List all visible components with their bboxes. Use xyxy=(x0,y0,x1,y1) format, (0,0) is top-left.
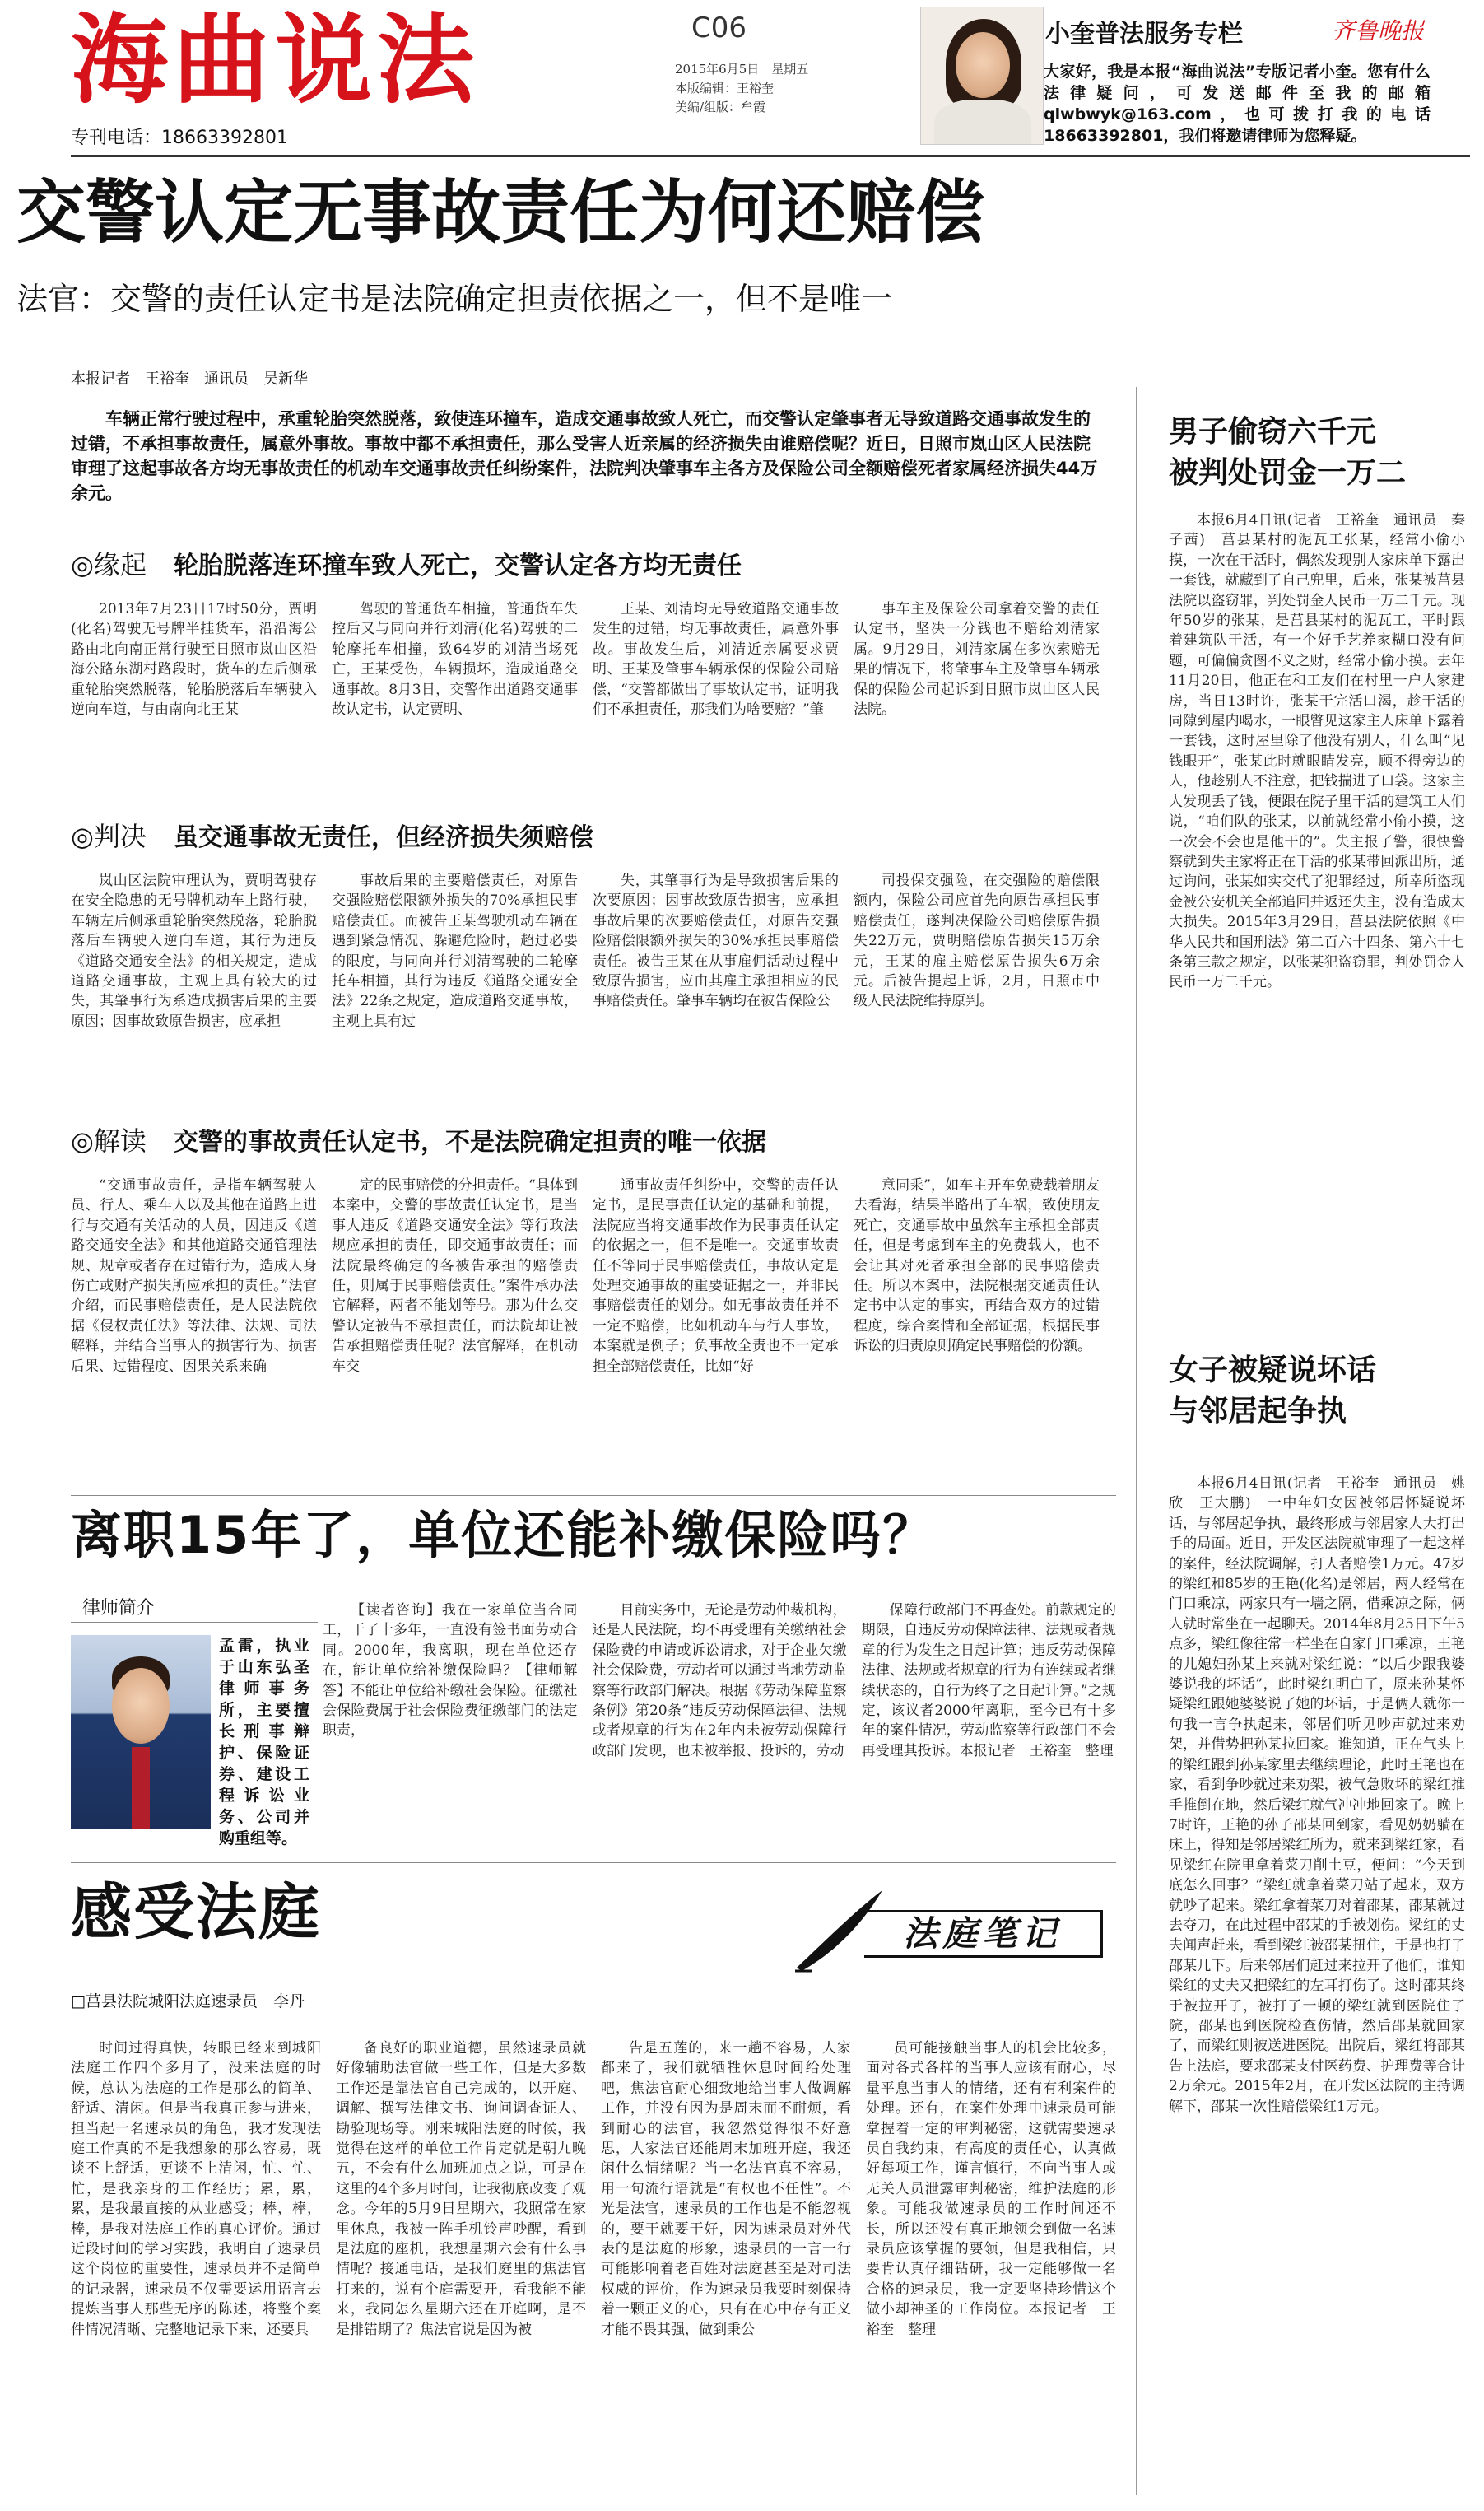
third-byline: □莒县法院城阳法庭速录员 李丹 xyxy=(71,1992,305,2010)
text-column: 【读者咨询】我在一家单位当合同工，干了十多年，一直没有签书面劳动合同。2000年，我离职，现在单位还存在，能让单位给补缴保险吗？【律师解答】不能让单位给补缴社会保险。征缴社会保险费属于社会保险费征缴部门的法定职责， xyxy=(323,1602,578,1740)
text-column: 事车主及保险公司拿着交警的责任认定书，坚决一分钱也不赔给刘清家属。9月29日，刘清家属在多次索赔无果的情况下，将肇事车主及肇事车辆承保的保险公司起诉到日照市岚山区人民法院。 xyxy=(854,601,1100,719)
text-column: 驾驶的普通货车相撞，普通货车失控后又与同向并行刘清(化名)驾驶的二轮摩托车相撞，致64岁的刘清当场死亡，王某受伤，车辆损坏，造成道路交通事故。8月3日，交警作出道路交通事故认定书，认定贾明、 xyxy=(332,601,578,719)
text-column: 王某、刘清均无导致道路交通事故发生的过错，均无事故责任，属意外事故。事故发生后，刘清近亲属要求贾明、王某及肇事车辆承保的保险公司赔偿，“交警都做出了事故认定书，证明我们不承担责任，那我们为啥要赔？”肇 xyxy=(593,601,839,719)
section-title: 轮胎脱落连环撞车致人死亡，交警认定各方均无责任 xyxy=(174,552,742,580)
text-column: “交通事故责任，是指车辆驾驶人员、行人、乘车人以及其他在道路上进行与交通有关活动的人员，因违反《道路交通安全法》和其他道路交通管理法规、规章或者存在过错行为，造成人身伤亡或财产损失所应承担的责任。”法官介绍，而民事赔偿责任，是人民法院依据《侵权责任法》等法律、法规、司法解释，并结合当事人的损害行为、损害后果、过错程度、因果关系来确 xyxy=(71,1177,317,1375)
section-title: 交警的事故责任认定书，不是法院确定担责的唯一依据 xyxy=(174,1128,767,1157)
text-column: 事故后果的主要赔偿责任，对原告交强险赔偿限额外损失的70%承担民事赔偿责任。而被告王某驾驶机动车辆在遇到紧急情况、躲避危险时，超过必要的限度，与同向并行刘清驾驶的二轮摩托车相撞，其行为违反《道路交通安全法》22条之规定，造成道路交通事故，主观上具有过 xyxy=(332,873,578,1030)
text-column: 员可能接触当事人的机会比较多，面对各式各样的当事人应该有耐心，尽量平息当事人的情绪，还有有利案件的处理。还有，在案件处理中速录员可能掌握着一定的审判秘密，这就需要速录员自我约束，有高度的责任心，认真做好每项工作，谨言慎行，不向当事人或无关人员泄露审判秘密，维护法庭的形象。可能我做速录员的工作时间还不长，所以还没有真正地领会到做一名速录员应该掌握的要领，但是我相信，只要肯认真仔细钻研，我一定能够做一名合格的速录员，我一定要坚持珍惜这个做小却神圣的工作岗位。本报记者 王裕奎 整理 xyxy=(866,2040,1116,2338)
column-intro: 大家好，我是本报“海曲说法”专版记者小奎。您有什么法律疑问，可发送邮件至我的邮箱qlwbwyk@163.com，也可拨打我的电话18663392801，我们将邀请律师为您释疑。 xyxy=(1044,63,1431,145)
text-column: 定的民事赔偿的分担责任。“具体到本案中，交警的事故责任认定书，是当事人违反《道路交通安全法》等行政法规应承担的责任，即交通事故责任；而法院最终确定的各被告承担的赔偿责任，则属于民事赔偿责任。”案件承办法官解释，两者不能划等号。那为什么交警认定被告不承担责任，而法院却让被告承担赔偿责任呢？法官解释，在机动车交 xyxy=(332,1177,578,1375)
date-line: 2015年6月5日 星期五 xyxy=(675,62,809,77)
text-column: 岚山区法院审理认为，贾明驾驶存在安全隐患的无号牌机动车上路行驶，车辆左后侧承重轮胎突然脱落，轮胎脱落后车辆驶入逆向车道，其行为违反《道路交通安全法》的相关规定，造成道路交通事故，主观上具有较大的过失，其肇事行为系造成损害后果的主要原因；因事故致原告损害，应承担 xyxy=(71,873,317,1030)
editor-line: 本版编辑：王裕奎 xyxy=(675,81,775,96)
main-subhead: 法官：交警的责任认定书是法院确定担责依据之一，但不是唯一 xyxy=(16,281,893,317)
hotline: 专刊电话：18663392801 xyxy=(71,128,288,148)
column-tag-label: 法庭笔记 xyxy=(864,1910,1103,1958)
third-article-rule xyxy=(71,1862,1116,1863)
text-column: 备良好的职业道德，虽然速录员就好像辅助法官做一些工作，但是大多数工作还是靠法官自己完成的，以开庭、调解、撰写法律文书、询问调查证人、勘验现场等。刚来城阳法庭的时候，我觉得在这样的单位工作肯定就是朝九晚五，不会有什么加班加点之说，可是在这里的4个多月时间，让我彻底改变了观念。今年的5月9日星期六，我照常在家里休息，我被一阵手机铃声吵醒，看到是法庭的座机，我想星期六会有什么事情呢？接通电话，是我们庭里的焦法官打来的，说有个庭需要开，看我能不能来，我同怎么星期六还在开庭啊，是不是排错期了？焦法官说是因为被 xyxy=(336,2040,586,2338)
main-byline: 本报记者 王裕奎 通讯员 吴新华 xyxy=(71,370,308,388)
section-label: ◎解读 xyxy=(71,1125,147,1157)
sidebar-story-1-title: 男子偷窃六千元 被判处罚金一万二 xyxy=(1169,415,1407,490)
section-header-verdict xyxy=(71,823,1100,850)
column-title: 小奎普法服务专栏 xyxy=(1045,20,1243,49)
section-body-analysis xyxy=(71,1176,1100,1492)
lawyer-label-rule xyxy=(71,1622,318,1623)
lawyer-intro: 孟雷，执业于山东弘圣律师事务所，主要擅长刑事辩护、保险证券、建设工程诉讼业务、公司并购重组等。 xyxy=(219,1637,309,1847)
text-column: 时间过得真快，转眼已经来到城阳法庭工作四个多月了，没来法庭的时候，总认为法庭的工作是那么的简单、舒适、清闲。但是当我真正参与进来，担当起一名速录员的角色，我才发现法庭工作真的不是我想象的那么容易，既谈不上舒适，更谈不上清闲，忙、忙、忙，是我亲身的工作经历；累，累，累，是我最直接的从业感受；棒，棒，棒，是我对法庭工作的真心评价。通过近段时间的学习实践，我明白了速录员这个岗位的重要性，速录员并不是简单的记录器，速录员不仅需要运用语言去提炼当事人那些无序的陈述，将整个案件情况清晰、完整地记录下来，还要具 xyxy=(71,2040,321,2338)
text-column: 2013年7月23日17时50分，贾明(化名)驾驶无号牌半挂货车，沿沿海公路由北向南正常行驶至日照市岚山区沿海公路东湖村路段时，货车的左后侧承重轮胎突然脱落，轮胎脱落后车辆驶入逆向车道，与由南向北王某 xyxy=(71,601,317,719)
section-body-origin xyxy=(71,599,1100,797)
section-title: 虽交通事故无责任，但经济损失须赔偿 xyxy=(174,823,594,852)
text-column: 失，其肇事行为是导致损害后果的次要原因；因事故致原告损害，应承担事故后果的次要赔偿责任，对原告交强险赔偿限额外损失的30%承担民事赔偿责任。被告王某在从事雇佣活动过程中致原告损害，应由其雇主承担相应的民事赔偿责任。肇事车辆均在被告保险公 xyxy=(593,873,839,1010)
text-column: 司投保交强险，在交强险的赔偿限额内，保险公司应首先向原告承担民事赔偿责任，遂判决保险公司赔偿原告损失22万元，贾明赔偿原告损失15万余元，王某的雇主赔偿原告损失6万余元。后被告提起上诉，2月，日照市中级人民法院维持原判。 xyxy=(854,873,1100,1010)
page-code: C06 xyxy=(691,12,747,44)
section-header-origin xyxy=(71,549,1100,580)
section-body-verdict xyxy=(71,871,1100,1115)
lawyer-label: 律师简介 xyxy=(82,1598,156,1619)
text-column: 意同乘”，如车主开车免费载着朋友去看海，结果半路出了车祸，致使朋友死亡，交通事故中虽然车主承担全部责任，但是考虑到车主的免费载人，也不会让其对死者承担全部的民事赔偿责任。所以本案中，法院根据交通责任认定书中认定的事实，再结合双方的过错程度，综合案情和全部证据，根据民事诉讼的归责原则确定民事赔偿的份额。 xyxy=(854,1177,1100,1355)
sidebar-divider xyxy=(1136,387,1137,2495)
main-headline: 交警认定无事故责任为何还赔偿 xyxy=(16,172,985,253)
third-headline: 感受法庭 xyxy=(71,1877,321,1948)
text-column: 目前实务中，无论是劳动仲裁机构，还是人民法院，均不再受理有关缴纳社会保险费的申请或诉讼请求，对于企业欠缴社会保险费，劳动者可以通过当地劳动监察等行政部门解决。根据《劳动保障监察条例》第20条“违反劳动保障法律、法规或者规章的行为在2年内未被劳动保障行政部门发现，也未被举报、投诉的，劳动 xyxy=(592,1602,847,1759)
text-column: 保障行政部门不再查处。前款规定的期限，自违反劳动保障法律、法规或者规章的行为发生之日起计算；违反劳动保障法律、法规或者规章的行为有连续或者继续状态的，自行为终了之日起计算。”之规定，该议者2000年离职，至今已有十多年的案件情况，劳动监察等行政部门不会再受理其投诉。本报记者 王裕奎 整理 xyxy=(861,1602,1116,1759)
text-column: 通事故责任纠纷中，交警的责任认定书，是民事责任认定的基础和前提，法院应当将交通事故作为民事责任认定的依据之一，但不是唯一。交通事故责任不等同于民事赔偿责任，事故认定是处理交通事故的重要证据之一，并非民事赔偿责任的划分。如无事故责任并不一定不赔偿，比如机动车与行人事故，本案就是例子；负事故全责也不一定承担全部赔偿责任，比如“好 xyxy=(593,1177,839,1375)
sidebar-story-1-body: 本报6月4日讯(记者 王裕奎 通讯员 秦子茜) 莒县某村的泥瓦工张某，经常小偷小摸，一次在干活时，偶然发现别人家床单下露出一套钱，就藏到了自己兜里，后来，张某被莒县法院以盗窃罪，判处罚金人民币一万二千元。现年50岁的张某，是莒县某村的泥瓦工，平时跟着建筑队干活，有一个好手艺养家糊口没有问题，可偏偏贪图不义之财，经常小偷小摸。去年11月20日，他正在和工友们在村里一户人家建房，当日13时许，张某干完活口渴，趁干活的同隙到屋内喝水，一眼瞥见这家主人床单下露着一套钱，这时屋里除了他没有别人，什么叫“见钱眼开”，张某此时就眼睛发亮，顾不得旁边的人，他趁别人不注意，把钱揣进了口袋。这家主人发现丢了钱，便跟在院子里干活的建筑工人们说，“咱们队的张某，以前就经常小偷小摸，这一次会不会也是他干的”。失主报了警，很快警察就到失主家将正在干活的张某带回派出所，通过询问，张某如实交代了犯罪经过，所幸所盗现金被公安机关全部追回并返还失主，没有造成太大损失。2015年3月29日，莒县法院依照《中华人民共和国刑法》第二百六十四条、第六十七条第三款之规定，以张某犯盗窃罪，判处罚金人民币一万二千元。 xyxy=(1169,512,1465,991)
paper-logo: 齐鲁晚报 xyxy=(1332,17,1425,44)
second-body xyxy=(323,1600,1116,1839)
section-label: ◎判决 xyxy=(71,821,147,852)
sidebar-story-2-title: 女子被疑说坏话 与邻居起争执 xyxy=(1169,1353,1377,1428)
text-column: 告是五莲的，来一趟不容易，人家都来了，我们就牺牲休息时间给处理吧，焦法官耐心细致地给当事人做调解工作，并没有因为是周末而不耐烦，看到耐心的法官，我忽然觉得很不好意思，人家法官还能周末加班开庭，我还闲什么情绪呢？当一名法官真不容易，用一句流行语就是“有权也不任性”。不光是法官，速录员的工作也是不能忽视的，要干就要干好，因为速录员对外代表的是法庭的形象，速录员的一言一行可能影响着老百姓对法庭甚至是对司法权威的评价，作为速录员我要时刻保持着一颗正义的心，只有在心中存有正义才能不畏其强，做到秉公 xyxy=(601,2040,851,2338)
second-headline: 离职15年了，单位还能补缴保险吗？ xyxy=(71,1505,936,1565)
design-line: 美编/组版：牟霞 xyxy=(675,100,766,114)
section-header-analysis xyxy=(71,1125,1100,1157)
masthead-brand: 海曲说法 xyxy=(71,3,480,117)
third-body xyxy=(71,2038,1116,2499)
section-label: ◎缘起 xyxy=(71,549,147,580)
reporter-photo xyxy=(920,7,1044,145)
column-tag xyxy=(790,1885,1111,1976)
main-lead: 车辆正常行驶过程中，承重轮胎突然脱落，致使连环撞车，造成交通事故致人死亡，而交警认定肇事者无导致道路交通事故发生的过错，不承担事故责任，属意外事故。事故中都不承担责任，那么受害人近亲属的经济损失由谁赔偿呢？近日，日照市岚山区人民法院审理了这起事故各方均无事故责任的机动车交通事故责任纠纷案件，法院判决肇事车主各方及保险公司全额赔偿死者家属经济损失44万余元。 xyxy=(71,409,1098,503)
second-article-rule xyxy=(71,1495,1116,1496)
sidebar-story-2-body: 本报6月4日讯(记者 王裕奎 通讯员 姚欣 王大鹏) 一中年妇女因被邻居怀疑说坏话，与邻居起争执，最终形成与邻居家人大打出手的局面。近日，开发区法院就审理了一起这样的案件，经法院调解，打人者赔偿1万元。47岁的梁红和85岁的王艳(化名)是邻居，两人经常在门口乘凉，两家只有一墙之隔，借乘凉之际，俩人就时常坐在一起聊天。2014年8月25日下午5点多，梁红像往常一样坐在自家门口乘凉，王艳的儿媳妇孙某上来就对梁红说：“以后少跟我婆婆说我的坏话”，此时梁红明白了，原来孙某怀疑梁红跟她婆婆说了她的坏话，于是俩人就你一句我一言争执起来，邻居们听见吵声就过来劝架，并借势把孙某拉回家。谁知道，正在气头上的梁红跟到孙某家里去继续理论，此时王艳也在家，看到争吵就过来劝架，被气急败坏的梁红推手推倒在地，然后梁红就气冲冲地回家了。晚上7时许，王艳的孙子邵某回到家，看见奶奶躺在床上，得知是邻居梁红所为，就来到梁红家，看见梁红在院里拿着菜刀削土豆，便问：“今天到底怎么回事？”梁红就拿着菜刀站了起来，双方就吵了起来。梁红拿着菜刀对着邵某，邵某就过去夺刀，在此过程中邵某的手被划伤。梁红的丈夫闻声赶来，看到梁红被邵某扭住，于是也打了邵某几下。后来邻居们赶过来拉开了他们，谁知梁红的丈夫又把梁红的左耳打伤了。这时邵某终于被拉开了，被打了一顿的梁红就到医院住了院，邵某也到医院检查伤情，然后邵某就回家了，而梁红则被送进医院。出院后，梁红将邵某告上法庭，要求邵某支付医药费、护理费等合计2万余元。2015年2月，在开发区法院的主持调解下，邵某一次性赔偿梁红1万元。 xyxy=(1169,1475,1465,2115)
masthead-rule xyxy=(71,155,1470,157)
lawyer-photo xyxy=(71,1635,211,1829)
